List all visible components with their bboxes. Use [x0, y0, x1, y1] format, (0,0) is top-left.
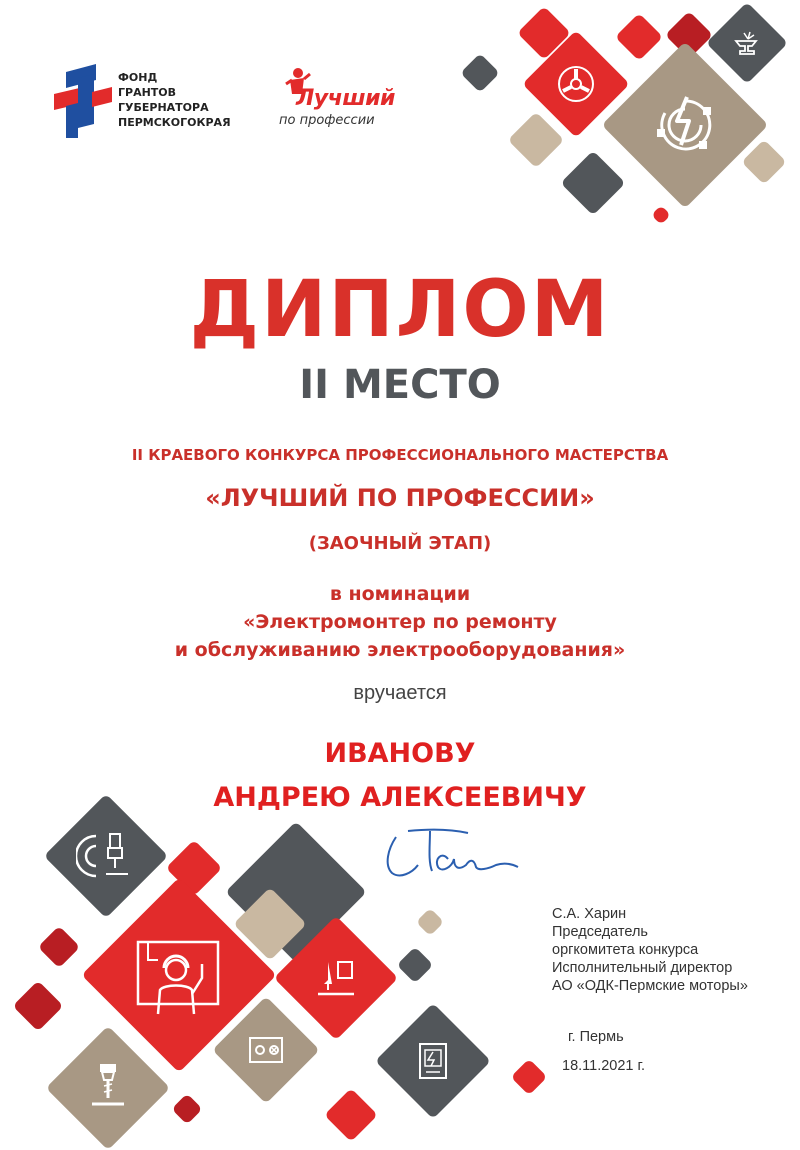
decor-diamond — [171, 1093, 202, 1124]
circuit-icon — [242, 1026, 290, 1074]
nomination — [0, 580, 800, 664]
recipient-line: ИВАНОВУ — [324, 738, 476, 769]
best-logo-sub: по профессии — [279, 113, 375, 128]
decor-diamond — [615, 13, 663, 61]
nomination-line: «Электромонтер по ремонту — [243, 611, 557, 633]
best-logo-word: Лучший — [296, 86, 395, 111]
city: г. Пермь — [568, 1029, 624, 1045]
decor-diamond — [651, 205, 671, 225]
awarded-text: вручается — [353, 682, 447, 704]
gear-lightning-icon — [645, 85, 725, 165]
date: 18.11.2021 г. — [562, 1058, 646, 1074]
decor-diamond — [13, 981, 64, 1032]
decor-diamond — [511, 1059, 548, 1096]
decor-diamond — [38, 926, 80, 968]
place-heading: II МЕСТО — [299, 362, 501, 408]
signer-line: АО «ОДК-Пермские моторы» — [552, 978, 748, 994]
electric-panel-icon — [412, 1040, 454, 1082]
signer-line: С.А. Харин — [552, 906, 627, 922]
fund-name — [118, 70, 231, 130]
signer-block — [552, 905, 748, 995]
drill-icon — [84, 1062, 132, 1114]
fund-line: ПЕРМСКОГОКРАЯ — [118, 116, 231, 129]
decor-diamond — [508, 112, 565, 169]
decor-diamond — [397, 947, 434, 984]
nomination-line: и обслуживанию электрооборудования» — [174, 639, 626, 661]
decor-diamond — [460, 53, 500, 93]
anvil-icon — [732, 29, 762, 59]
nomination-line: в номинации — [329, 583, 471, 605]
decor-diamond — [416, 908, 444, 936]
signature-image — [378, 815, 523, 890]
signer-line: оргкомитета конкурса — [552, 942, 699, 958]
decor-diamond — [741, 139, 786, 184]
fund-line: ГУБЕРНАТОРА — [118, 101, 209, 114]
contest-line: II КРАЕВОГО КОНКУРСА ПРОФЕССИОНАЛЬНОГО МАСТЕРСТВА — [131, 446, 669, 464]
decor-diamond — [324, 1088, 378, 1142]
worker-icon — [128, 924, 228, 1024]
diploma-title: ДИПЛОМ — [189, 265, 611, 355]
fund-line: ГРАНТОВ — [118, 86, 177, 99]
decor-diamond — [560, 150, 625, 215]
contest-name: «ЛУЧШИЙ ПО ПРОФЕССИИ» — [205, 484, 595, 512]
contest-stage: (ЗАОЧНЫЙ ЭТАП) — [308, 533, 492, 554]
gear-cnc-icon — [76, 826, 136, 886]
welding-machine-icon — [314, 956, 358, 1000]
signer-line: Председатель — [552, 924, 648, 940]
turbine-icon — [553, 61, 599, 107]
recipient-line: АНДРЕЮ АЛЕКСЕЕВИЧУ — [213, 782, 587, 813]
fund-line: ФОНД — [118, 71, 158, 84]
signer-line: Исполнительный директор — [552, 960, 733, 976]
fund-logo-icon — [48, 64, 118, 138]
